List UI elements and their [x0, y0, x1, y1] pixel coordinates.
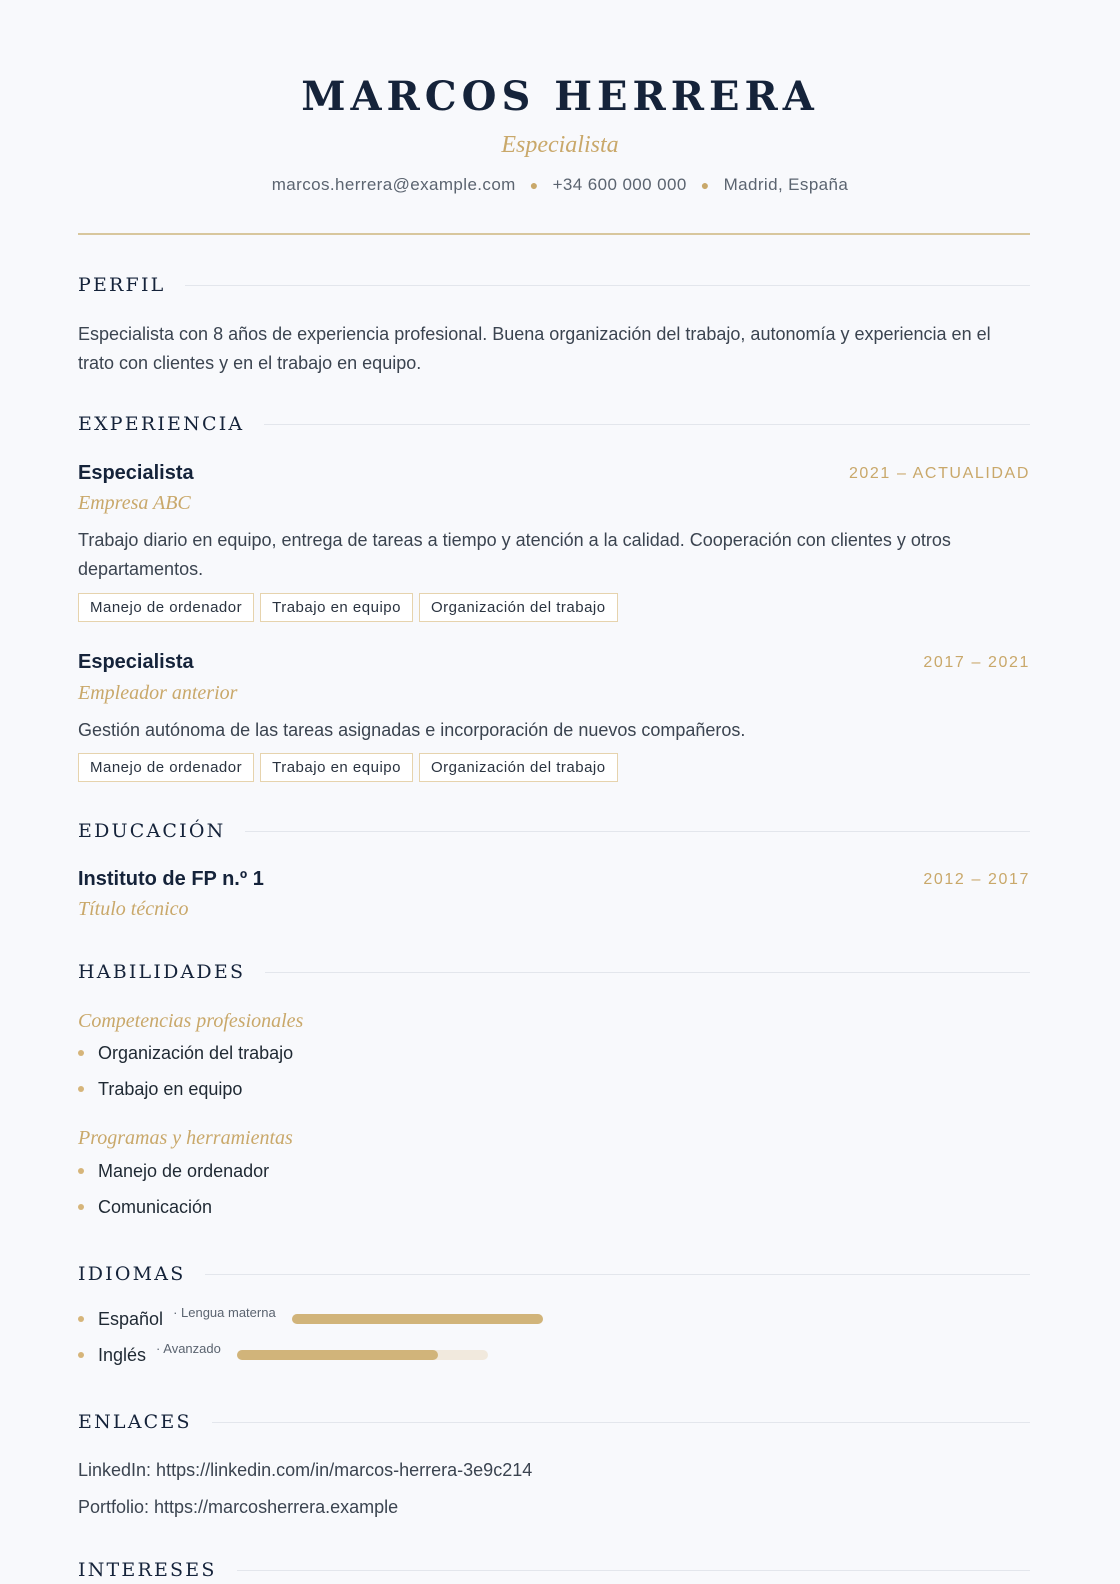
section-title: INTERESES: [78, 1559, 217, 1581]
job-dates: 2017 – 2021: [923, 654, 1030, 671]
section-divider: [264, 424, 1030, 425]
section-divider: [185, 285, 1030, 286]
skill-tag: Organización del trabajo: [419, 753, 618, 782]
bullet-dot: [78, 1352, 84, 1358]
skill-tag: Manejo de ordenador: [78, 593, 254, 622]
section-heading-idiomas: [78, 1262, 1030, 1286]
profile-summary: Especialista con 8 años de experiencia profesional. Buena organización del trabajo, autonomía y experiencia en el trato con clientes y en el trabajo en equipo.: [78, 324, 991, 373]
section-heading-enlaces: [78, 1410, 1030, 1434]
bullet-dot: [78, 1316, 84, 1322]
language-item: [78, 1306, 543, 1332]
job-title: Especialista: [78, 462, 194, 484]
education-dates: 2012 – 2017: [923, 871, 1030, 888]
section-divider: [212, 1422, 1030, 1423]
section-title: EXPERIENCIA: [78, 413, 245, 435]
section-heading-educacion: [78, 819, 1030, 843]
language-proficiency-fill: [237, 1350, 438, 1360]
section-title: HABILIDADES: [78, 961, 246, 983]
job-company: Empresa ABC: [78, 492, 191, 514]
language-proficiency-fill: [292, 1314, 543, 1324]
skill-tag: Trabajo en equipo: [260, 593, 413, 622]
skills-category: Competencias profesionales: [78, 1010, 304, 1032]
skill-label: Trabajo en equipo: [98, 1079, 243, 1099]
section-title: IDIOMAS: [78, 1263, 186, 1285]
separator-dot: ●: [700, 177, 710, 193]
skill-label: Comunicación: [98, 1197, 213, 1217]
language-level: · Lengua materna: [173, 1305, 276, 1320]
section-title: PERFIL: [78, 274, 166, 296]
job-description: Trabajo diario en equipo, entrega de tareas a tiempo y atención a la calidad. Cooperación con clientes y otros departamentos.: [78, 530, 951, 579]
language-name: Español: [98, 1309, 164, 1329]
section-divider: [245, 831, 1030, 832]
language-proficiency-bar: [237, 1350, 488, 1360]
education-institution: Instituto de FP n.º 1: [78, 868, 264, 890]
job-description: Gestión autónoma de las tareas asignadas e incorporación de nuevos compañeros.: [78, 720, 746, 740]
portfolio-link[interactable]: Portfolio: https://marcosherrera.example: [78, 1497, 399, 1517]
separator-dot: ●: [529, 177, 539, 193]
section-divider: [205, 1274, 1030, 1275]
section-heading-intereses: [78, 1558, 1030, 1582]
education-degree: Título técnico: [78, 898, 189, 920]
section-heading-experiencia: [78, 412, 1030, 436]
skill-item: [78, 1158, 269, 1184]
linkedin-link[interactable]: LinkedIn: https://linkedin.com/in/marcos-herrera-3e9c214: [78, 1460, 533, 1480]
candidate-name: MARCOS HERRERA: [301, 73, 819, 120]
job-company: Empleador anterior: [78, 682, 238, 704]
skill-tag: Organización del trabajo: [419, 593, 618, 622]
bullet-dot: [78, 1086, 84, 1092]
section-heading-habilidades: [78, 960, 1030, 984]
job-tags: [78, 753, 618, 782]
skill-item: [78, 1040, 293, 1066]
language-item: [78, 1342, 488, 1368]
skill-tag: Trabajo en equipo: [260, 753, 413, 782]
section-title: EDUCACIÓN: [78, 820, 226, 842]
language-name: Inglés: [98, 1345, 147, 1365]
skills-category: Programas y herramientas: [78, 1127, 293, 1149]
contact-phone[interactable]: +34 600 000 000: [552, 175, 687, 194]
resume-header: [0, 0, 1120, 197]
skill-tag: Manejo de ordenador: [78, 753, 254, 782]
section-title: ENLACES: [78, 1411, 192, 1433]
bullet-dot: [78, 1168, 84, 1174]
contact-line: [0, 173, 1120, 197]
language-level: · Avanzado: [156, 1341, 221, 1356]
section-divider: [265, 972, 1030, 973]
skill-label: Organización del trabajo: [98, 1043, 294, 1063]
header-divider: [78, 233, 1030, 235]
bullet-dot: [78, 1050, 84, 1056]
section-heading-perfil: [78, 273, 1030, 297]
language-proficiency-bar: [292, 1314, 543, 1324]
skill-item: [78, 1194, 212, 1220]
skill-label: Manejo de ordenador: [98, 1161, 270, 1181]
section-divider: [237, 1570, 1030, 1571]
job-dates: 2021 – ACTUALIDAD: [848, 465, 1030, 482]
contact-email[interactable]: marcos.herrera@example.com: [271, 175, 516, 194]
bullet-dot: [78, 1204, 84, 1210]
job-tags: [78, 593, 618, 622]
skill-item: [78, 1076, 242, 1102]
job-title: Especialista: [78, 651, 194, 673]
candidate-role: Especialista: [501, 132, 619, 158]
contact-location: Madrid, España: [723, 175, 849, 194]
